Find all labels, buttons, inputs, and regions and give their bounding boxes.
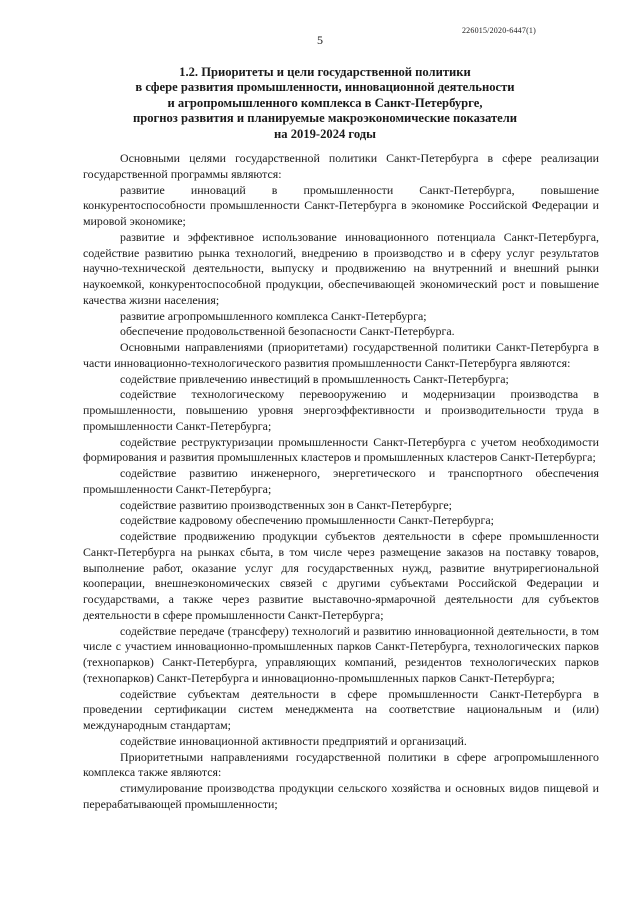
paragraph: содействие привлечению инвестиций в промышленность Санкт-Петербурга; <box>120 371 509 386</box>
heading-line: в сфере развития промышленности, инновационной деятельности <box>135 80 515 95</box>
paragraph: содействие развитию инженерного, энергетического и транспортного обеспечения промышленности Санкт-Петербурга; <box>83 466 599 496</box>
section-heading <box>90 65 560 142</box>
paragraph: содействие развитию производственных зон в Санкт-Петербурге; <box>120 497 452 512</box>
paragraph: развитие агропромышленного комплекса Санкт-Петербурга; <box>120 308 427 323</box>
paragraph: развитие инноваций в промышленности Санкт-Петербурга, повышение конкурентоспособности промышленности Санкт-Петербурга в экономике Российской Федерации и мировой экономике; <box>83 182 599 228</box>
paragraph: содействие реструктуризации промышленности Санкт-Петербурга с учетом необходимости формирования и развития промышленных кластеров и промышленных кластеров Санкт-Петербурга; <box>83 434 599 465</box>
paragraph: Основными целями государственной политики Санкт-Петербурга в сфере реализации государственной программы являются: <box>83 151 599 181</box>
heading-line: прогноз развития и планируемые макроэкономические показатели <box>132 111 518 126</box>
paragraph: стимулирование производства продукции сельского хозяйства и основных видов пищевой и перерабатывающей промышленности; <box>83 781 599 811</box>
page-number: 5 <box>317 33 323 47</box>
paragraph: содействие технологическому перевооружению и модернизации производства в промышленности, повышению уровня энергоэффективности и производительности труда в промышленности Санкт-Петербурга; <box>83 387 599 433</box>
heading-line: и агропромышленного комплекса в Санкт-Петербурге, <box>167 95 483 110</box>
paragraph: содействие инновационной активности предприятий и организаций. <box>120 733 467 748</box>
paragraph: развитие и эффективное использование инновационного потенциала Санкт-Петербурга, содействие развитию рынка технологий, внедрению в производство и в сферу услуг результатов научно-технической деятельности, выпуску и продвижению на внутренний и внешний рынки наукоемкой, конкурентоспособной продукции, обеспечивающей экономический рост и повышение качества жизни населения; <box>83 229 599 307</box>
paragraph: содействие продвижению продукции субъектов деятельности в сфере промышленности Санкт-Петербурга на рынках сбыта, в том числе через размещение заказов на поставку товаров, выполнение работ, оказание услуг для государственных нужд, развитие внутрирегиональной кооперации, внешнеэкономических связей с другими субъектами Российской Федерации и государствами, а также через развитие выставочно-ярмарочной деятельности для субъектов деятельности в сфере промышленности Санкт-Петербурга; <box>83 529 599 622</box>
heading-line: 1.2. Приоритеты и цели государственной политики <box>179 65 471 79</box>
paragraph: содействие кадровому обеспечению промышленности Санкт-Петербурга; <box>120 513 494 528</box>
paragraph: Приоритетными направлениями государственной политики в сфере агропромышленного комплекса также являются: <box>83 749 599 780</box>
heading-line: на 2019-2024 годы <box>274 126 376 141</box>
body-text <box>83 151 599 813</box>
paragraph: Основными направлениями (приоритетами) государственной политики Санкт-Петербурга в части инновационно-технологического развития промышленности Санкт-Петербурга являются: <box>83 340 599 370</box>
paragraph: содействие субъектам деятельности в сфере промышленности Санкт-Петербурга в проведении сертификации систем менеджмента на соответствие национальным и (или) международным стандартам; <box>83 686 599 732</box>
paragraph: содействие передаче (трансферу) технологий и развитию инновационной деятельности, в том числе с участием инновационно-промышленных парков Санкт-Петербурга, технологических парков (технопарков) Санкт-Петербурга, управляющих компаний, резидентов технологических парков (технопарков) Санкт-Петербурга и инновационно-промышленных парков Санкт-Петербурга; <box>83 623 599 685</box>
paragraph: обеспечение продовольственной безопасности Санкт-Петербурга. <box>120 324 455 339</box>
document-id: 226015/2020-6447(1) <box>461 26 536 35</box>
